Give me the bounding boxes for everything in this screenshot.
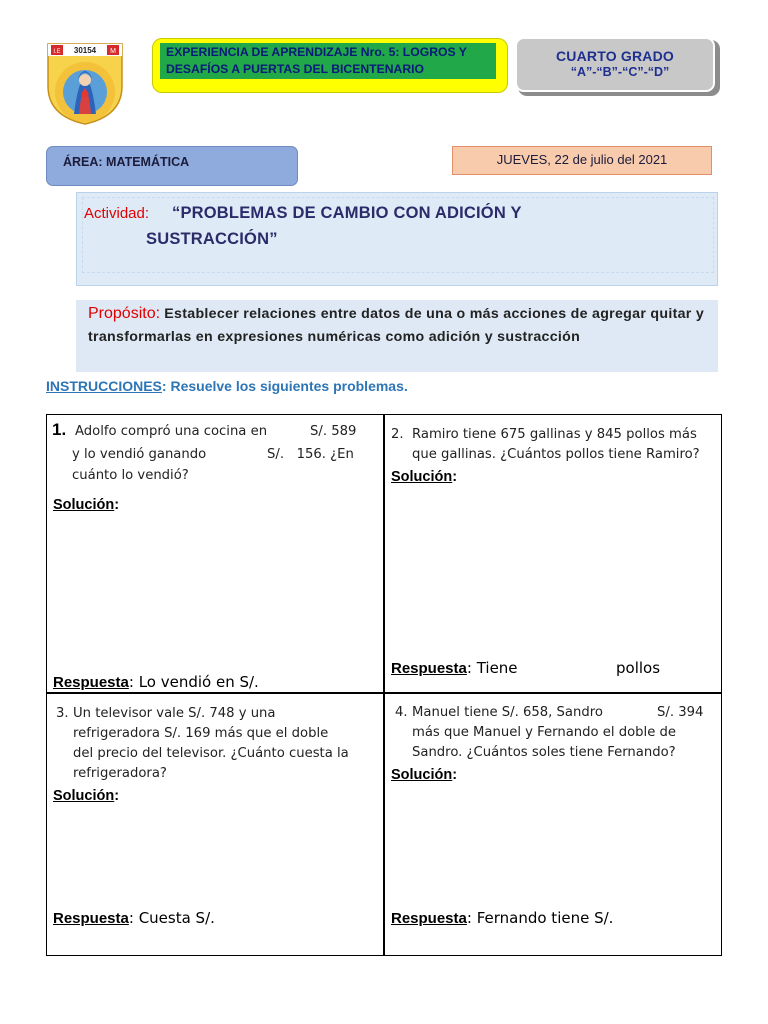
- area-box: ÁREA: MATEMÁTICA: [46, 146, 298, 186]
- problem-1-line-2b: S/. 156. ¿En: [267, 447, 354, 462]
- problem-1-answer-text: : Lo vendió en S/.: [128, 673, 259, 691]
- grid-horizontal-divider: [46, 692, 722, 694]
- problem-1-solution-label: Solución: [53, 497, 115, 513]
- problem-3-answer: [53, 909, 215, 927]
- problem-1-answer: [53, 673, 259, 691]
- date-box: JUEVES, 22 de julio del 2021: [452, 146, 712, 175]
- problem-1-answer-label: Respuesta: [53, 674, 129, 691]
- problem-1-number: 1.: [52, 420, 67, 439]
- problem-3-solution: Solución:: [53, 788, 120, 804]
- problem-3-number: 3.: [56, 706, 69, 721]
- problem-3-line-4: refrigeradora?: [73, 766, 167, 781]
- logo-code: 30154: [73, 46, 97, 55]
- problem-2-solution-label: Solución: [391, 469, 453, 485]
- grid-vertical-divider: [383, 414, 385, 956]
- problem-1-line-1a: Adolfo compró una cocina en: [75, 424, 268, 439]
- experience-banner: [160, 43, 496, 79]
- problem-4-line-1b: S/. 394: [657, 705, 704, 720]
- activity-title-line-2: SUSTRACCIÓN”: [146, 230, 278, 248]
- problem-2-line-2: que gallinas. ¿Cuántos pollos tiene Ramiro?: [412, 447, 700, 462]
- problem-3-line-1: Un televisor vale S/. 748 y una: [73, 706, 276, 721]
- problem-3-line-3: del precio del televisor. ¿Cuánto cuesta la: [73, 746, 349, 761]
- logo-letter-left: I.E: [53, 49, 61, 55]
- problem-4-line-3: Sandro. ¿Cuántos soles tiene Fernando?: [412, 745, 676, 760]
- problem-1-solution: Solución:: [53, 497, 120, 513]
- problem-2-answer-unit: pollos: [616, 659, 661, 677]
- problem-3-solution-label: Solución: [53, 788, 115, 804]
- instructions-label: INSTRUCCIONES: [46, 378, 162, 394]
- activity-title-line-1: “PROBLEMAS DE CAMBIO CON ADICIÓN Y: [172, 204, 522, 222]
- purpose-text: [88, 303, 708, 348]
- problem-4-answer-label: Respuesta: [391, 910, 467, 927]
- problem-2-answer: [391, 659, 518, 677]
- problem-4-number: 4.: [395, 705, 408, 720]
- school-logo: [46, 42, 124, 126]
- problem-3-answer-text: : Cuesta S/.: [128, 909, 215, 927]
- instructions: [46, 378, 408, 394]
- problem-1-line-3: cuánto lo vendió?: [72, 468, 189, 483]
- grade-box: [515, 37, 715, 92]
- grade-sections: “A”-“B”-“C”-“D”: [570, 65, 670, 79]
- problem-2-solution: Solución:: [391, 469, 458, 485]
- problem-4-answer: [391, 909, 613, 927]
- instructions-text: : Resuelve los siguientes problemas.: [161, 378, 408, 394]
- grade-title: CUARTO GRADO: [555, 48, 675, 64]
- problem-4-answer-text: : Fernando tiene S/.: [466, 909, 614, 927]
- activity-label: [84, 205, 149, 222]
- logo-letter-right: M: [110, 48, 116, 55]
- problem-4-line-1a: Manuel tiene S/. 658, Sandro: [412, 705, 603, 720]
- problem-2-line-1: Ramiro tiene 675 gallinas y 845 pollos más: [412, 427, 697, 442]
- problem-3-line-2: refrigeradora S/. 169 más que el doble: [73, 726, 329, 741]
- problem-2-answer-label: Respuesta: [391, 660, 467, 677]
- experience-line-2: DESAFÍOS A PUERTAS DEL BICENTENARIO: [166, 62, 424, 76]
- activity-label-sep: :: [144, 205, 150, 222]
- problem-4-solution: Solución:: [391, 767, 458, 783]
- purpose-label: Propósito: [88, 305, 156, 322]
- problem-1-line-1b: S/. 589: [310, 424, 357, 439]
- problem-2-number: 2.: [391, 427, 404, 442]
- experience-line-1: EXPERIENCIA DE APRENDIZAJE Nro. 5: LOGROS Y: [166, 45, 467, 59]
- purpose-body: Establecer relaciones entre datos de una o más acciones de agregar quitar y transformarlas en expresiones numéricas como adición y sustracción: [88, 306, 705, 345]
- problem-2-answer-text: : Tiene: [466, 659, 518, 677]
- problem-3-answer-label: Respuesta: [53, 910, 129, 927]
- activity-label-text: Actividad: [84, 205, 145, 222]
- problem-1-line-2a: y lo vendió ganando: [72, 447, 207, 462]
- purpose-sep: :: [155, 305, 161, 322]
- problem-4-solution-label: Solución: [391, 767, 453, 783]
- problem-4-line-2: más que Manuel y Fernando el doble de: [412, 725, 676, 740]
